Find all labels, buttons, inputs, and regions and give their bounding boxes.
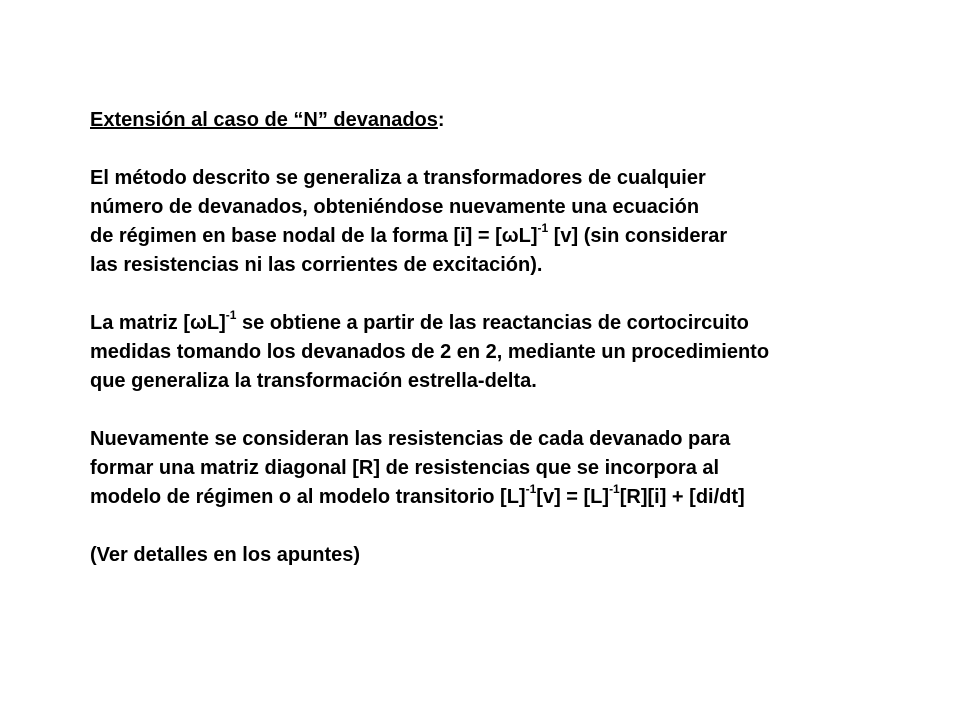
- slide-content: [90, 106, 930, 599]
- paragraph2-line1: [90, 309, 930, 338]
- paragraph3-line3: [90, 483, 930, 512]
- section-heading: [90, 106, 930, 135]
- paragraph3-line3-end: [R][i] + [di/dt]: [619, 486, 745, 508]
- inverse-exponent: -1: [609, 482, 620, 497]
- note-paragraph: [90, 541, 930, 570]
- paragraph2-line3: que generaliza la transformación estrella-delta.: [90, 370, 537, 392]
- paragraph1-line3: [90, 222, 930, 251]
- paragraph1-line4: las resistencias ni las corrientes de excitación).: [90, 254, 543, 276]
- inverse-exponent: -1: [537, 221, 549, 236]
- paragraph2-line1-start: La matriz [ωL]: [90, 312, 226, 334]
- note-text: (Ver detalles en los apuntes): [90, 544, 361, 566]
- paragraph3-line1: Nuevamente se consideran las resistencias de cada devanado para: [90, 428, 731, 450]
- paragraph-matrix: [90, 309, 930, 396]
- paragraph2-line1-end: se obtiene a partir de las reactancias de cortocircuito: [236, 312, 749, 334]
- inverse-exponent: -1: [525, 482, 537, 497]
- paragraph1-line3-start: de régimen en base nodal de la forma [i] = [ωL]: [90, 225, 538, 247]
- paragraph1-line3-end: [v] (sin considerar: [548, 225, 728, 247]
- paragraph1-line1: El método descrito se generaliza a transformadores de cualquier: [90, 167, 706, 189]
- inverse-exponent: -1: [225, 308, 237, 323]
- paragraph-generalization: [90, 164, 930, 280]
- paragraph-resistances: [90, 425, 930, 512]
- paragraph2-line2: medidas tomando los devanados de 2 en 2, mediante un procedimiento: [90, 341, 770, 363]
- heading-colon: :: [437, 109, 445, 131]
- paragraph3-line2: formar una matriz diagonal [R] de resistencias que se incorpora al: [90, 457, 720, 479]
- paragraph3-line3-middle: [v] = [L]: [536, 486, 610, 508]
- heading-title: Extensión al caso de “N” devanados: [90, 109, 438, 131]
- paragraph1-line2: número de devanados, obteniéndose nuevamente una ecuación: [90, 196, 700, 218]
- paragraph3-line3-start: modelo de régimen o al modelo transitorio [L]: [90, 486, 526, 508]
